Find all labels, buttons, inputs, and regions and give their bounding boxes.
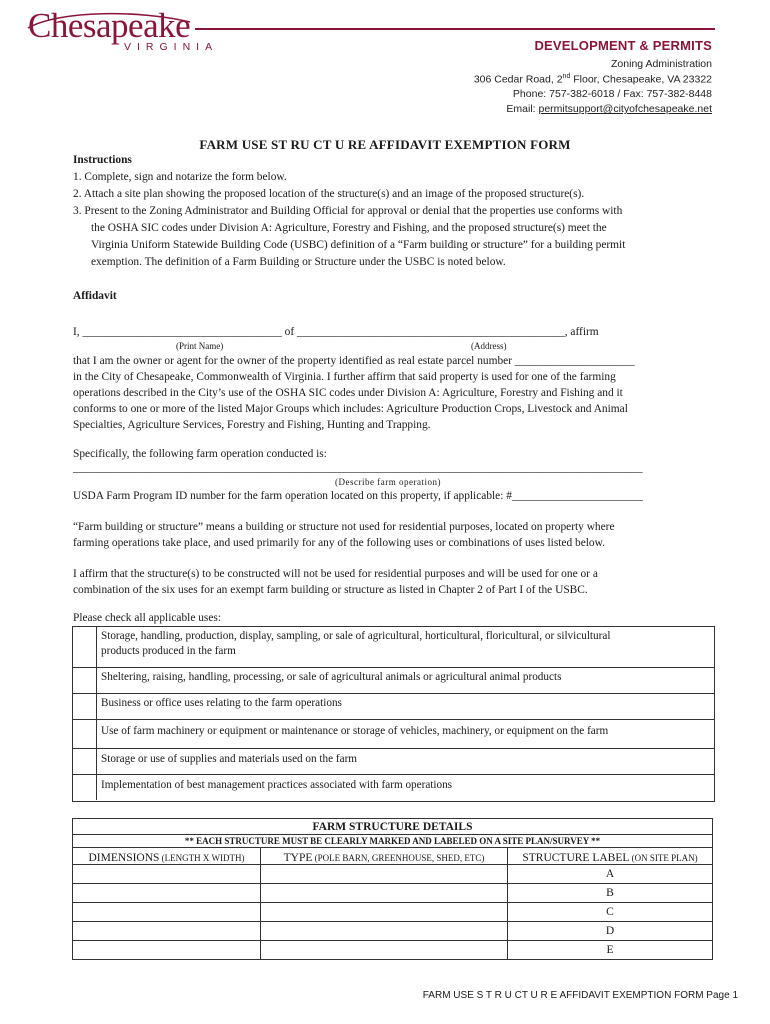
type-cell[interactable] bbox=[261, 922, 508, 941]
use-checkbox[interactable] bbox=[73, 694, 96, 720]
instruction-3-cont: the OSHA SIC codes under Division A: Agriculture, Forestry and Fishing, and the proposed structure(s) meet the bbox=[91, 222, 607, 234]
address-line-2: 306 Cedar Road, 2nd Floor, Chesapeake, VA 23322 bbox=[473, 73, 712, 86]
affidavit-text: that I am the owner or agent for the owner of the property identified as real estate parcel number _____________________ bbox=[73, 355, 635, 367]
table-row bbox=[73, 941, 713, 960]
logo: Chesapeake bbox=[28, 6, 191, 45]
farm-operation-prompt: Specifically, the following farm operation conducted is: bbox=[73, 448, 327, 460]
farm-operation-line[interactable]: ____________________________________________________________________________________________________ bbox=[73, 462, 643, 474]
table-row bbox=[73, 903, 713, 922]
col-dimensions: DIMENSIONS (LENGTH X WIDTH) bbox=[73, 848, 261, 865]
use-option: Storage or use of supplies and materials used on the farm bbox=[97, 749, 714, 775]
structure-label-cell: A bbox=[508, 865, 713, 884]
farm-structure-table bbox=[72, 818, 713, 960]
dimensions-cell[interactable] bbox=[73, 922, 261, 941]
affidavit-text: operations described in the City’s use of the OSHA SIC codes under Division A: Agriculture, Forestry and Fishing and it bbox=[73, 387, 623, 399]
address-caption: (Address) bbox=[471, 341, 507, 351]
table-row bbox=[73, 865, 713, 884]
affidavit-text: in the City of Chesapeake, Commonwealth of Virginia. I further affirm that said property is used for one of the farming bbox=[73, 371, 616, 383]
dimensions-cell[interactable] bbox=[73, 884, 261, 903]
use-option: Business or office uses relating to the farm operations bbox=[97, 694, 714, 720]
page-footer: FARM USE S T R U CT U R E AFFIDAVIT EXEMPTION FORM Page 1 bbox=[422, 990, 738, 1001]
use-option: Sheltering, raising, handling, processing, or sale of agricultural animals or agricultural animal products bbox=[97, 668, 714, 694]
instruction-1: 1. Complete, sign and notarize the form below. bbox=[73, 171, 287, 183]
logo-subtitle: VIRGINIA bbox=[124, 41, 219, 53]
structure-label-cell: B bbox=[508, 884, 713, 903]
definition-text: farming operations take place, and used primarily for any of the following uses or combinations of uses listed below. bbox=[73, 537, 605, 549]
instruction-3-cont: exemption. The definition of a Farm Building or Structure under the USBC is noted below. bbox=[91, 256, 506, 268]
definition-text: “Farm building or structure” means a building or structure not used for residential purposes, located on property where bbox=[73, 521, 615, 533]
table-note: ** EACH STRUCTURE MUST BE CLEARLY MARKED AND LABELED ON A SITE PLAN/SURVEY ** bbox=[73, 835, 713, 848]
usda-id-field[interactable]: USDA Farm Program ID number for the farm operation located on this property, if applicable: #_______________________ bbox=[73, 490, 643, 502]
use-checkbox[interactable] bbox=[73, 668, 96, 694]
affidavit-name-address-line[interactable]: I, ___________________________________ of _______________________________________________, affirm bbox=[73, 326, 599, 338]
address-line-1: Zoning Administration bbox=[611, 58, 712, 70]
instructions-heading: Instructions bbox=[73, 154, 132, 166]
affidavit-heading: Affidavit bbox=[73, 290, 117, 302]
use-checkbox[interactable] bbox=[73, 749, 96, 775]
affirm-text: combination of the six uses for an exempt farm building or structure as listed in Chapter 2 of Part I of the USBC. bbox=[73, 584, 588, 596]
email-link[interactable]: permitsupport@cityofchesapeake.net bbox=[538, 103, 712, 115]
header-divider bbox=[195, 28, 715, 30]
dimensions-cell[interactable] bbox=[73, 941, 261, 960]
type-cell[interactable] bbox=[261, 865, 508, 884]
affirm-text: I affirm that the structure(s) to be constructed will not be used for residential purposes and will be used for one or a bbox=[73, 568, 598, 580]
table-row bbox=[73, 884, 713, 903]
use-checkbox[interactable] bbox=[73, 627, 96, 668]
use-checkbox[interactable] bbox=[73, 775, 96, 800]
check-uses-label: Please check all applicable uses: bbox=[73, 612, 222, 624]
table-row bbox=[73, 922, 713, 941]
instruction-2: 2. Attach a site plan showing the proposed location of the structure(s) and an image of the proposed structure(s). bbox=[73, 188, 585, 200]
print-name-caption: (Print Name) bbox=[176, 341, 224, 351]
instruction-3-cont: Virginia Uniform Statewide Building Code (USBC) definition of a “Farm building or structure” for a building permit bbox=[91, 239, 626, 251]
use-option: Implementation of best management practices associated with farm operations bbox=[101, 779, 453, 791]
col-structure-label: STRUCTURE LABEL (ON SITE PLAN) bbox=[508, 848, 713, 865]
describe-caption: (Describe farm operation) bbox=[335, 477, 441, 487]
form-title: FARM USE ST RU CT U RE AFFIDAVIT EXEMPTION FORM bbox=[199, 137, 571, 152]
type-cell[interactable] bbox=[261, 941, 508, 960]
structure-label-cell: E bbox=[508, 941, 713, 960]
affidavit-text: conforms to one or more of the listed Major Groups which includes: Agriculture Production Crops, Livestock and Animal bbox=[73, 403, 628, 415]
department-name: DEVELOPMENT & PERMITS bbox=[534, 38, 712, 53]
col-type: TYPE (POLE BARN, GREENHOUSE, SHED, ETC) bbox=[261, 848, 508, 865]
affidavit-text: Specialties, Agriculture Services, Forestry and Fishing, Hunting and Trapping. bbox=[73, 419, 431, 431]
dimensions-cell[interactable] bbox=[73, 865, 261, 884]
instruction-3: 3. Present to the Zoning Administrator and Building Official for approval or denial that the properties use conforms with bbox=[73, 205, 623, 217]
phone-fax: Phone: 757-382-6018 / Fax: 757-382-8448 bbox=[512, 88, 712, 100]
structure-label-cell: D bbox=[508, 922, 713, 941]
use-option: Storage, handling, production, display, sampling, or sale of agricultural, horticultural, floricultural, or silvicultural products produced in the farm bbox=[97, 627, 714, 668]
type-cell[interactable] bbox=[261, 903, 508, 922]
email-line: Email: permitsupport@cityofchesapeake.net bbox=[506, 103, 712, 115]
use-option: Use of farm machinery or equipment or maintenance or storage of vehicles, machinery, or equipment on the farm bbox=[97, 720, 714, 749]
structure-label-cell: C bbox=[508, 903, 713, 922]
type-cell[interactable] bbox=[261, 884, 508, 903]
dimensions-cell[interactable] bbox=[73, 903, 261, 922]
use-checkbox[interactable] bbox=[73, 720, 96, 749]
table-title: FARM STRUCTURE DETAILS bbox=[73, 819, 713, 835]
